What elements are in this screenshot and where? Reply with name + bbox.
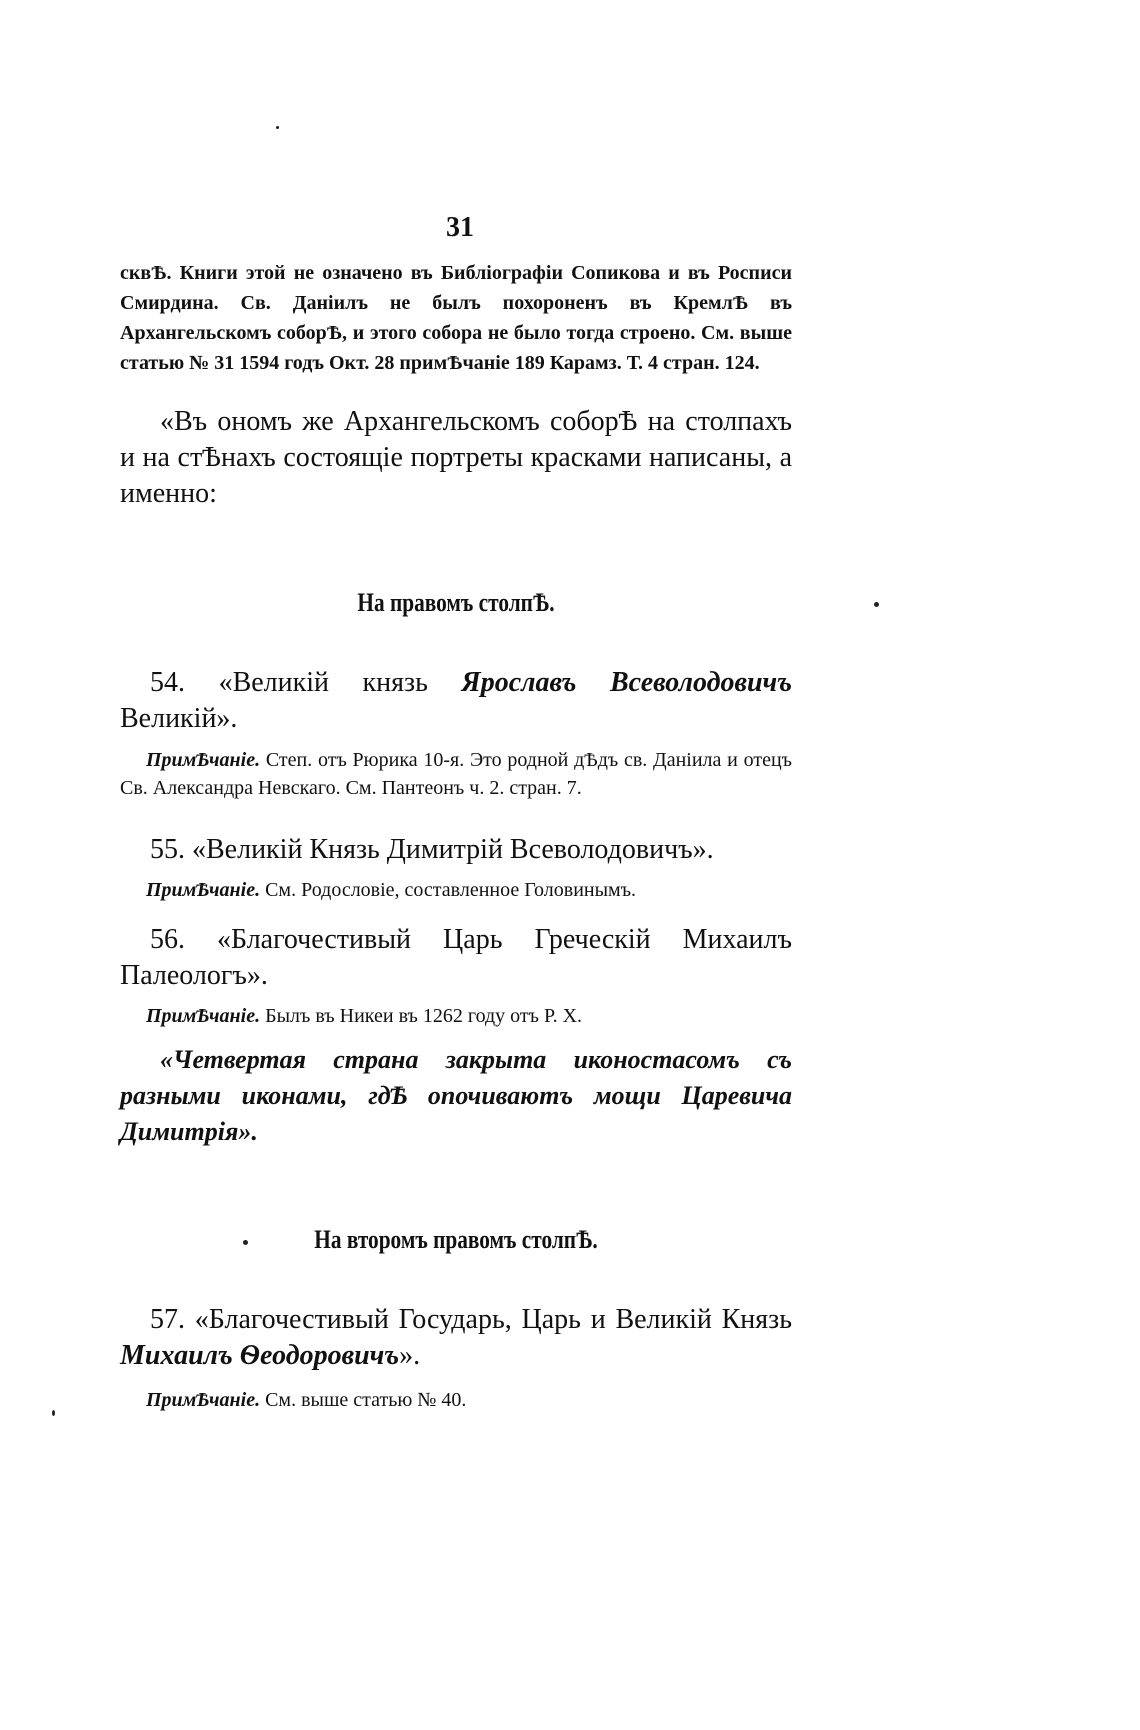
note-text: См. Родословіе, составленное Головинымъ. — [260, 879, 637, 901]
section-heading-second-right-pillar: На второмъ правомъ столпѢ. — [314, 1225, 598, 1254]
entry-57-name: Михаилъ Ѳеодоровичъ — [120, 1340, 400, 1371]
entry-55: 55. «Великій Князь Димитрій Всеволодовичъ». — [150, 834, 714, 865]
entry-54 — [120, 665, 792, 737]
scan-speck — [243, 1240, 248, 1245]
note-label: ПримѢчаніе. — [146, 879, 261, 901]
entry-54-name: Ярославъ Всеволодовичъ — [461, 667, 792, 698]
entry-56-note — [120, 1002, 792, 1030]
entry-56: 56. «Благочестивый Царь Греческій Михаилъ Палеологъ». — [120, 924, 792, 991]
scan-speck — [874, 602, 879, 607]
entry-57 — [120, 1302, 792, 1374]
scan-speck — [52, 1410, 55, 1416]
entry-57-note — [120, 1386, 792, 1414]
note-label: ПримѢчаніе. — [146, 749, 261, 771]
note-text: См. выше статью № 40. — [260, 1389, 467, 1411]
continued-footnote: сквѢ. Книги этой не означено въ Библіографіи Сопикова и въ Росписи Смирдина. Св. Даніилъ не былъ похороненъ въ КремлѢ въ Архангельскомъ соборѢ, и этого собора не было тогда строено. См. выше статью № 31 1594 годъ Окт. 28 примѢчаніе 189 Карамз. Т. 4 стран. 124. — [120, 262, 792, 374]
entry-57-tail: ». — [399, 1340, 421, 1371]
entry-54-lead: 54. «Великій князь — [150, 667, 462, 698]
note-text: Былъ въ Никеи въ 1262 году отъ Р. Х. — [260, 1005, 583, 1027]
entry-54-tail: Великій». — [120, 703, 238, 734]
note-text: Степ. отъ Рюрика 10-я. Это родной дѢдъ св. Даніила и отецъ Св. Александра Невскаго. См. Пантеонъ ч. 2. стран. 7. — [120, 749, 792, 799]
entry-55-note — [120, 876, 792, 904]
note-label: ПримѢчаніе. — [146, 1005, 261, 1027]
note-label: ПримѢчаніе. — [146, 1389, 261, 1411]
page-number: 31 — [446, 212, 474, 243]
section-heading-right-pillar: На правомъ столпѢ. — [357, 588, 555, 617]
main-quote-paragraph: «Въ ономъ же Архангельскомъ соборѢ на столпахъ и на стѢнахъ состоящіе портреты красками написаны, а именно: — [120, 406, 792, 509]
entry-57-lead: 57. «Благочестивый Государь, Царь и Великій Князь — [150, 1304, 792, 1335]
entry-54-note — [120, 746, 792, 802]
fourth-side-quote: «Четвертая страна закрыта иконостасомъ съ разными иконами, гдѢ опочиваютъ мощи Царевича Димитрія». — [120, 1045, 792, 1146]
scan-speck — [276, 126, 279, 129]
